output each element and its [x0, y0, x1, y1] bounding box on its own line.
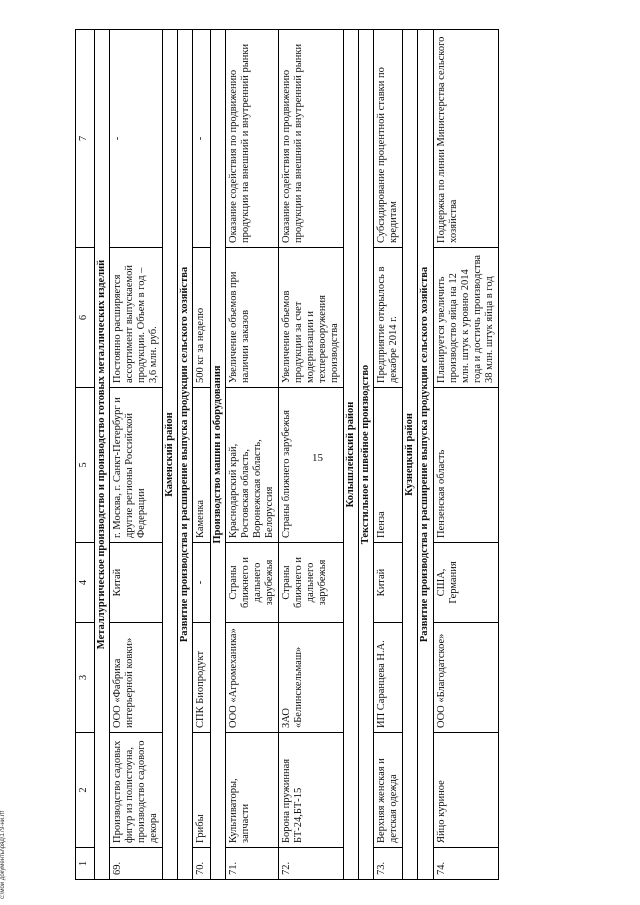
table-cell: Каменка — [193, 388, 210, 543]
table-cell: Китай — [110, 543, 163, 623]
table-cell: г. Москва, г. Санкт-Петербург и другие регионы Российской Федерации — [110, 388, 163, 543]
section-row — [178, 30, 193, 880]
table-cell: 71. — [225, 848, 278, 880]
section-title: Развитие производства и расширение выпуска продукции сельского хозяйства — [418, 30, 433, 880]
table-cell: СПК Биопродукт — [193, 623, 210, 733]
section-row — [403, 30, 418, 880]
col-header: 3 — [76, 623, 95, 733]
section-title: Колышлейский район — [344, 30, 359, 880]
section-row — [359, 30, 374, 880]
table-cell: Предприятие открылось в декабре 2014 г. — [374, 248, 403, 388]
table-cell: - — [193, 30, 210, 248]
col-header: 7 — [76, 30, 95, 248]
table-cell: Увеличение объемов продукции за счет модернизации и техперевооружения производства — [278, 248, 343, 388]
table-row — [225, 30, 278, 880]
table-cell: Грибы — [193, 733, 210, 848]
table-cell: - — [110, 30, 163, 248]
table-cell: ООО «Агромеханика» — [225, 623, 278, 733]
table-cell: Увеличение объемов при наличии заказов — [225, 248, 278, 388]
table-cell: Пенза — [374, 388, 403, 543]
col-header: 6 — [76, 248, 95, 388]
col-header: 5 — [76, 388, 95, 543]
table-cell: Краснодарский край, Ростовская область, Воронежская область, Белоруссия — [225, 388, 278, 543]
table-cell: Производство садовых фигур из полистоуна, производство садового декора — [110, 733, 163, 848]
table-cell: ООО «Благодатское» — [433, 623, 498, 733]
page-number: 15 — [312, 452, 323, 464]
table-row — [193, 30, 210, 880]
section-title: Каменский район — [163, 30, 178, 880]
table-cell: Постоянно расширяется ассортимент выпускаемой продукции. Объем в год – 3,6 млн. руб. — [110, 248, 163, 388]
table-cell: 74. — [433, 848, 498, 880]
table-cell: Яйцо куриное — [433, 733, 498, 848]
col-header: 4 — [76, 543, 95, 623]
section-row — [163, 30, 178, 880]
table-cell: Оказание содействия по продвижению продукции на внешний и внутренний рынки — [225, 30, 278, 248]
table-cell: Страны ближнего и дальнего зарубежья — [278, 543, 343, 623]
table-cell: Культиваторы, запчасти — [225, 733, 278, 848]
table-cell: Китай — [374, 543, 403, 623]
table-cell: США, Германия — [433, 543, 498, 623]
table-cell: Борона пружинная БТ-24,БТ-15 — [278, 733, 343, 848]
section-row — [418, 30, 433, 880]
section-title: Кузнецкий район — [403, 30, 418, 880]
section-row — [344, 30, 359, 880]
rotated-table-wrapper — [75, 30, 595, 880]
table-cell: ЗАО «Белинскельмаш» — [278, 623, 343, 733]
section-title: Металлургическое производство и производство готовых металлических изделий — [95, 30, 110, 880]
table-cell: Субсидирование процентной ставки по кредитам — [374, 30, 403, 248]
table-cell: ИП Саранцева Н.А. — [374, 623, 403, 733]
table-cell: Пензенская область — [433, 388, 498, 543]
col-header: 2 — [76, 733, 95, 848]
table-cell: 72. — [278, 848, 343, 880]
table-cell: ООО «Фабрика интерьерной ковки» — [110, 623, 163, 733]
section-title: Производство машин и оборудования — [210, 30, 225, 880]
table-cell: 73. — [374, 848, 403, 880]
section-title: Развитие производства и расширение выпуска продукции сельского хозяйства — [178, 30, 193, 880]
section-title: Текстильное и швейное производство — [359, 30, 374, 880]
table-cell: - — [193, 543, 210, 623]
table-cell: Страны ближнего и дальнего зарубежья — [225, 543, 278, 623]
table-row — [278, 30, 343, 880]
header-row — [76, 30, 95, 880]
footer-path: c:\мои документы\ряд\179-ни.rtf — [0, 810, 6, 899]
section-row — [95, 30, 110, 880]
table-row — [374, 30, 403, 880]
table-cell: Страны ближнего зарубежья — [278, 388, 343, 543]
table-cell: Поддержка по линии Министерства сельского хозяйства — [433, 30, 498, 248]
table-cell: 500 кг за неделю — [193, 248, 210, 388]
section-row — [210, 30, 225, 880]
table-cell: Оказание содействия по продвижению продукции на внешний и внутренний рынки — [278, 30, 343, 248]
table-cell: Планируется увеличить производство яйца на 12 млн. штук к уровню 2014 года и достичь производства 38 млн. штук яйца в год — [433, 248, 498, 388]
col-header: 1 — [76, 848, 95, 880]
table-cell: 69. — [110, 848, 163, 880]
table-row — [433, 30, 498, 880]
table-cell: Верхняя женская и детская одежда — [374, 733, 403, 848]
table-cell: 70. — [193, 848, 210, 880]
table-row — [110, 30, 163, 880]
products-table — [75, 29, 499, 880]
